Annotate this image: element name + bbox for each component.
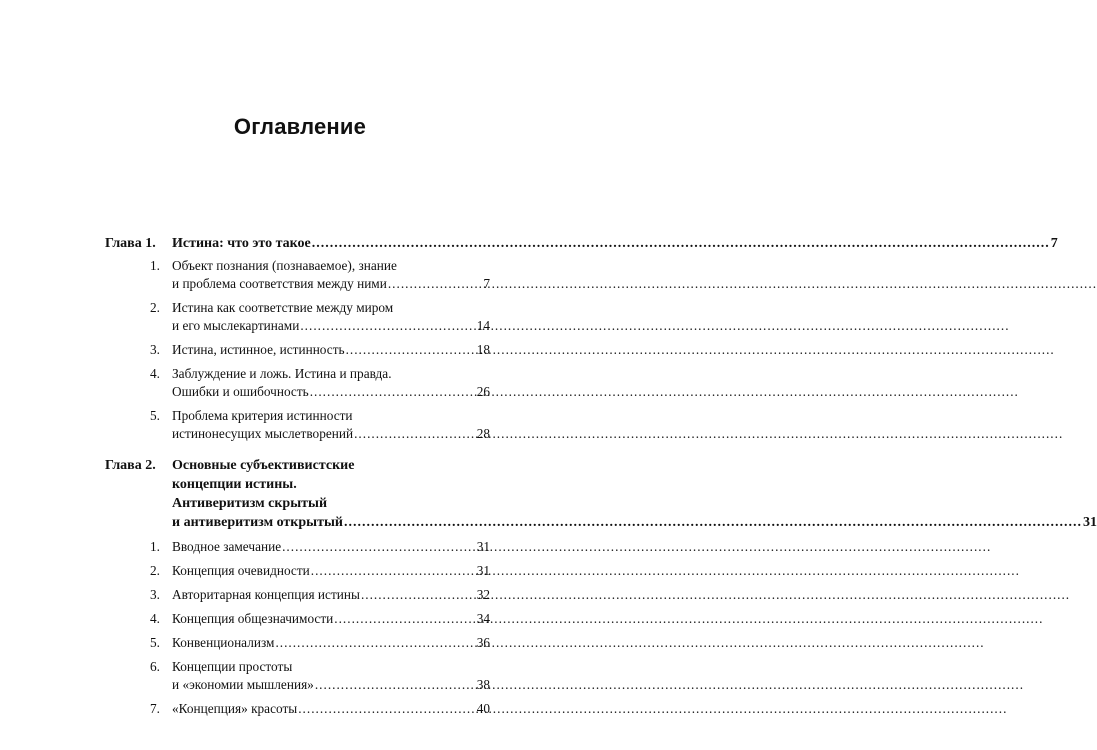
dot-leader [388, 275, 483, 293]
entry-page-number: 40 [476, 701, 490, 716]
chapter-label: Глава 1. [105, 236, 156, 251]
dot-leader [310, 383, 476, 401]
entry-page-number: 7 [483, 276, 490, 291]
toc-entry[interactable] [105, 634, 490, 652]
entry-title-line: Проблема критерия истинности [172, 408, 353, 423]
entry-page-number: 32 [476, 587, 490, 602]
dot-leader [361, 586, 476, 604]
toc-entry[interactable] [105, 299, 490, 335]
entry-page-number: 38 [476, 677, 490, 692]
entry-page-number: 34 [476, 611, 490, 626]
entry-number: 1. [150, 258, 160, 273]
entry-title-line: Концепция общезначимости [172, 611, 334, 626]
toc-entry[interactable] [105, 658, 490, 694]
toc-entry[interactable] [105, 365, 490, 401]
chapter-page-number: 7 [1050, 236, 1058, 251]
chapter-heading[interactable] [105, 456, 1097, 532]
entry-title-line: Объект познания (познаваемое), знание [172, 258, 397, 273]
toc-chapter-2 [105, 456, 1097, 718]
entry-title-line: Конвенционализм [172, 635, 275, 650]
entry-title-line: Авторитарная концепция истины [172, 587, 360, 602]
entry-title-line: истинонесущих мыслетворений [172, 426, 354, 441]
entry-title-line: «Концепция» красоты [172, 701, 298, 716]
entry-page-number: 31 [476, 563, 490, 578]
toc-entry[interactable] [105, 341, 490, 359]
entry-page-number: 26 [476, 384, 490, 399]
dot-leader [311, 562, 476, 580]
dot-leader [312, 234, 1050, 253]
entry-number: 6. [150, 659, 160, 674]
entry-title-line: и проблема соответствия между ними [172, 276, 387, 291]
toc-entry[interactable] [105, 610, 490, 628]
dot-leader [315, 676, 476, 694]
toc-entry[interactable] [105, 586, 490, 604]
entry-title-line: Истина как соответствие между миром [172, 300, 394, 315]
entry-number: 2. [150, 563, 160, 578]
entry-title-line: Истина, истинное, истинность [172, 342, 345, 357]
entry-title-line: Концепция очевидности [172, 563, 310, 578]
toc-entry[interactable] [105, 407, 490, 443]
chapter-title-line: концепции истины. [172, 477, 297, 492]
dot-leader [354, 425, 476, 443]
toc-entry[interactable] [105, 257, 490, 293]
toc-entry[interactable] [105, 538, 490, 556]
chapter-title-line: и антиверитизм открытый [172, 515, 343, 530]
entry-title-line: и его мыслекартинами [172, 318, 300, 333]
chapter-title-line: Антиверитизм скрытый [172, 496, 328, 511]
chapter-label: Глава 2. [105, 458, 156, 473]
entry-number: 7. [150, 701, 160, 716]
dot-leader [346, 341, 476, 359]
chapter-page-number: 31 [1082, 515, 1097, 530]
chapter-title-line: Истина: что это такое [172, 236, 311, 251]
entry-title-line: Заблуждение и ложь. Истина и правда. [172, 366, 392, 381]
toc-entry[interactable] [105, 562, 490, 580]
dot-leader [344, 513, 1082, 532]
entry-page-number: 28 [476, 426, 490, 441]
page-title: Оглавление [233, 114, 367, 139]
entry-number: 4. [150, 366, 160, 381]
entry-number: 4. [150, 611, 160, 626]
entry-number: 1. [150, 539, 160, 554]
dot-leader [300, 317, 475, 335]
entry-number: 5. [150, 408, 160, 423]
entry-title-line: и «экономии мышления» [172, 677, 314, 692]
dot-leader [334, 610, 475, 628]
chapter-heading[interactable] [105, 234, 1058, 253]
dot-leader [282, 538, 476, 556]
entry-number: 2. [150, 300, 160, 315]
entry-title-line: Ошибки и ошибочность [172, 384, 309, 399]
entry-number: 3. [150, 587, 160, 602]
entry-title-line: Вводное замечание [172, 539, 282, 554]
dot-leader [298, 700, 475, 718]
chapter-title-line: Основные субъективистские [172, 458, 355, 473]
entry-page-number: 31 [476, 539, 490, 554]
dot-leader [275, 634, 475, 652]
entry-page-number: 14 [476, 318, 490, 333]
toc-chapter-1 [105, 234, 1058, 443]
entry-number: 5. [150, 635, 160, 650]
entry-title-line: Концепции простоты [172, 659, 293, 674]
entry-page-number: 18 [476, 342, 490, 357]
toc-entry[interactable] [105, 700, 490, 718]
entry-page-number: 36 [476, 635, 490, 650]
entry-number: 3. [150, 342, 160, 357]
